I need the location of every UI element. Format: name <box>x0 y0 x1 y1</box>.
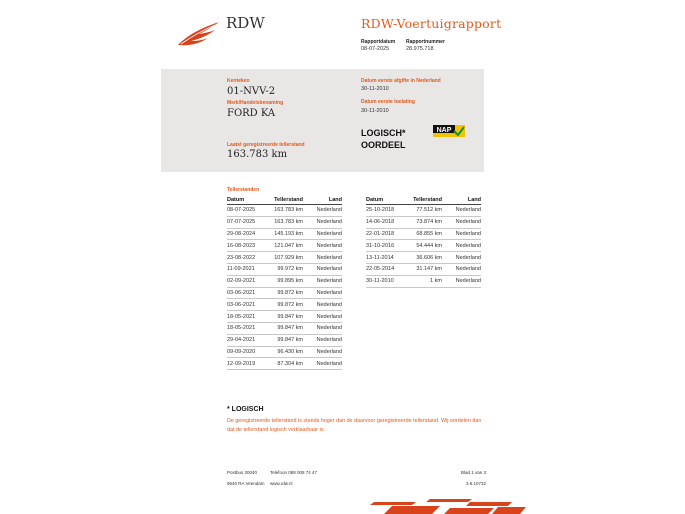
table-row <box>366 275 481 287</box>
kenteken-label: Kenteken <box>227 78 250 84</box>
report-date-label: Rapportdatum <box>361 39 396 45</box>
logisch-explanation: De geregistreerde tellerstand is steeds hoger dan de daarvoor geregistreerde tellerstand. Wij oordelen dan dat de tellerstand logisch verklaarbaar is. <box>227 418 482 433</box>
cell-datum: 29-04-2021 <box>227 334 265 346</box>
table-row <box>227 228 342 240</box>
cell-datum: 18-05-2021 <box>227 311 265 323</box>
table-row <box>366 205 481 217</box>
cell-datum: 13-11-2014 <box>366 252 404 264</box>
cell-land: Nederland <box>442 240 481 252</box>
cell-land: Nederland <box>303 240 342 252</box>
table-row <box>366 263 481 275</box>
table-row <box>227 275 342 287</box>
cell-land: Nederland <box>303 252 342 264</box>
cell-datum: 30-11-2010 <box>366 275 404 287</box>
cell-tellerstand: 145.193 km <box>265 228 303 240</box>
cell-datum: 22-05-2014 <box>366 263 404 275</box>
table-row <box>366 240 481 252</box>
col-header-tellerstand: Tellerstand <box>404 196 442 205</box>
tellerstand-label: Laatst geregistreerde tellerstand <box>227 142 305 148</box>
col-header-land: Land <box>303 196 342 205</box>
table-row <box>227 216 342 228</box>
cell-datum: 09-09-2020 <box>227 346 265 358</box>
table-header-row <box>227 196 342 205</box>
col-header-land: Land <box>442 196 481 205</box>
cell-datum: 23-08-2022 <box>227 252 265 264</box>
table-row <box>366 228 481 240</box>
cell-tellerstand: 99.872 km <box>265 299 303 311</box>
table-row <box>227 322 342 334</box>
cell-tellerstand: 163.783 km <box>265 216 303 228</box>
cell-datum: 25-10-2018 <box>366 205 404 217</box>
table-row <box>227 311 342 323</box>
cell-land: Nederland <box>442 252 481 264</box>
cell-datum: 07-07-2025 <box>227 216 265 228</box>
footer-city: 9640 RA Veendam <box>227 481 265 486</box>
cell-land: Nederland <box>303 334 342 346</box>
odometer-table-left <box>227 196 342 370</box>
cell-tellerstand: 163.783 km <box>265 205 303 217</box>
table-row <box>227 358 342 370</box>
footer-website[interactable]: www.rdw.nl <box>270 481 293 486</box>
cell-tellerstand: 99.972 km <box>265 263 303 275</box>
cell-tellerstand: 68.855 km <box>404 228 442 240</box>
cell-datum: 31-10-2016 <box>366 240 404 252</box>
cell-tellerstand: 107.929 km <box>265 252 303 264</box>
oordeel-verdict <box>361 127 406 151</box>
cell-datum: 02-09-2021 <box>227 275 265 287</box>
table-row <box>366 216 481 228</box>
cell-tellerstand: 31.147 km <box>404 263 442 275</box>
cell-tellerstand: 99.847 km <box>265 322 303 334</box>
eerste-toelating-label: Datum eerste toelating <box>361 99 415 105</box>
cell-land: Nederland <box>442 275 481 287</box>
kenteken-value: 01-NVV-2 <box>227 86 276 97</box>
merk-value: FORD KA <box>227 108 276 119</box>
tellerstanden-title: Tellerstanden <box>227 187 260 193</box>
cell-tellerstand: 99.895 km <box>265 275 303 287</box>
merk-label: Merk/Handelsbenaming <box>227 100 284 106</box>
cell-tellerstand: 96.430 km <box>265 346 303 358</box>
cell-datum: 29-08-2024 <box>227 228 265 240</box>
col-header-datum: Datum <box>366 196 404 205</box>
report-date-block <box>361 39 395 52</box>
footer-page: Blad 1 van 3 <box>460 470 486 475</box>
vehicle-info-panel <box>161 69 484 172</box>
cell-land: Nederland <box>303 299 342 311</box>
table-row <box>227 287 342 299</box>
table-header-row <box>366 196 481 205</box>
cell-land: Nederland <box>303 346 342 358</box>
cell-land: Nederland <box>442 205 481 217</box>
table-row <box>227 334 342 346</box>
cell-tellerstand: 99.847 km <box>265 334 303 346</box>
logisch-heading: * LOGISCH <box>227 406 264 413</box>
table-row <box>227 346 342 358</box>
cell-tellerstand: 121.047 km <box>265 240 303 252</box>
oordeel-line-2: OORDEEL <box>361 140 406 150</box>
table-row <box>366 252 481 264</box>
oordeel-line-1: LOGISCH* <box>361 128 406 138</box>
cell-datum: 11-09-2021 <box>227 263 265 275</box>
footer-code: 3.6.10732 <box>465 481 486 486</box>
cell-land: Nederland <box>303 205 342 217</box>
col-header-datum: Datum <box>227 196 265 205</box>
cell-datum: 03-06-2021 <box>227 299 265 311</box>
cell-land: Nederland <box>303 275 342 287</box>
report-date-value: 08-07-2025 <box>361 46 390 52</box>
footer-stripes-graphic <box>370 499 526 514</box>
eerste-afgifte-label: Datum eerste afgifte in Nederland <box>361 78 441 84</box>
footer-postbus: Postbus 30040 <box>227 470 258 475</box>
table-row <box>227 299 342 311</box>
cell-datum: 12-09-2019 <box>227 358 265 370</box>
cell-land: Nederland <box>303 263 342 275</box>
cell-land: Nederland <box>303 311 342 323</box>
odometer-table-right <box>366 196 481 288</box>
cell-land: Nederland <box>442 263 481 275</box>
tellerstand-value: 163.783 km <box>227 149 288 160</box>
cell-datum: 16-08-2023 <box>227 240 265 252</box>
cell-datum: 18-05-2021 <box>227 322 265 334</box>
report-number-label: Rapportnummer <box>406 39 445 45</box>
cell-land: Nederland <box>442 216 481 228</box>
cell-land: Nederland <box>303 322 342 334</box>
cell-tellerstand: 77.512 km <box>404 205 442 217</box>
cell-tellerstand: 99.847 km <box>265 311 303 323</box>
cell-land: Nederland <box>442 228 481 240</box>
nap-badge-text: NAP <box>436 126 452 134</box>
cell-land: Nederland <box>303 358 342 370</box>
cell-datum: 14-06-2018 <box>366 216 404 228</box>
brand-name: RDW <box>226 14 265 32</box>
cell-land: Nederland <box>303 228 342 240</box>
cell-tellerstand: 73.874 km <box>404 216 442 228</box>
table-row <box>227 240 342 252</box>
cell-tellerstand: 99.872 km <box>265 287 303 299</box>
cell-datum: 03-06-2021 <box>227 287 265 299</box>
report-number-block <box>406 39 445 52</box>
table-row <box>227 205 342 217</box>
col-header-tellerstand: Tellerstand <box>265 196 303 205</box>
cell-land: Nederland <box>303 216 342 228</box>
cell-tellerstand: 87.304 km <box>265 358 303 370</box>
cell-tellerstand: 54.444 km <box>404 240 442 252</box>
report-number-value: 28.975.718 <box>406 46 434 52</box>
cell-tellerstand: 36.606 km <box>404 252 442 264</box>
nap-check-badge-icon <box>433 125 465 137</box>
eerste-toelating-value: 30-11-2010 <box>361 108 389 114</box>
cell-datum: 08-07-2025 <box>227 205 265 217</box>
cell-tellerstand: 1 km <box>404 275 442 287</box>
table-row <box>227 252 342 264</box>
rdw-logo-icon <box>177 20 221 46</box>
eerste-afgifte-value: 30-11-2010 <box>361 86 389 92</box>
cell-datum: 22-01-2018 <box>366 228 404 240</box>
table-row <box>227 263 342 275</box>
cell-land: Nederland <box>303 287 342 299</box>
footer-telefoon: Telefoon 088 008 74 47 <box>270 470 318 475</box>
report-title: RDW-Voertuigrapport <box>361 16 502 31</box>
